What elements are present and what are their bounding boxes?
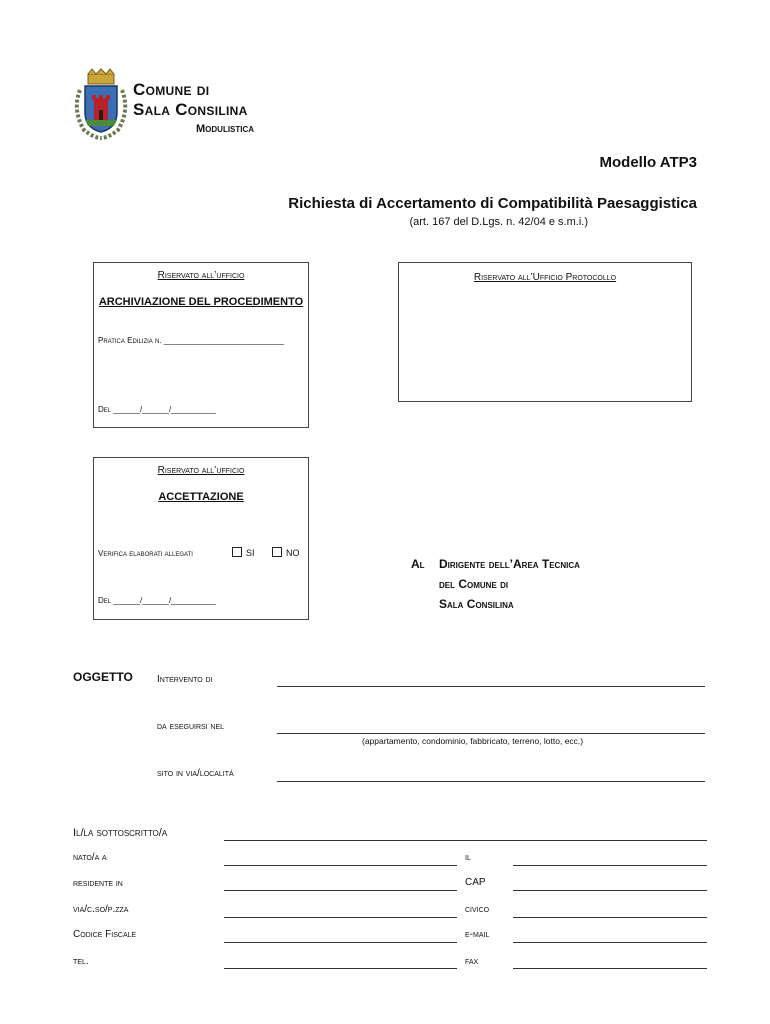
cap-input[interactable]	[513, 890, 707, 891]
box-section-title: ARCHIVIAZIONE DEL PROCEDIMENTO	[98, 296, 304, 308]
box-section-title: ACCETTAZIONE	[158, 491, 244, 503]
box-archiviazione	[93, 262, 309, 428]
residente-label: residente in	[73, 878, 123, 889]
email-input[interactable]	[513, 942, 707, 943]
il-input[interactable]	[513, 865, 707, 866]
sito-label: sito in via/località	[157, 768, 234, 779]
org-section: Modulistica	[196, 123, 255, 135]
intervento-input[interactable]	[277, 686, 705, 687]
civico-input[interactable]	[513, 917, 707, 918]
box-header: Riservato all’ufficio	[157, 270, 245, 281]
sito-input[interactable]	[277, 781, 705, 782]
da-eseguirsi-label: da eseguirsi nel	[157, 721, 225, 732]
cf-input[interactable]	[224, 942, 457, 943]
checkbox-si-label: SI	[246, 548, 255, 558]
checkbox-no-label: NO	[286, 548, 300, 558]
date-field[interactable]: Del ______/______/__________	[98, 596, 216, 605]
oggetto-label: OGGETTO	[73, 670, 133, 684]
recipient-line1: Dirigente dell’Area Tecnica	[439, 557, 580, 571]
via-input[interactable]	[224, 917, 457, 918]
box-header: Riservato all’Ufficio Protocollo	[473, 272, 617, 283]
pratica-field[interactable]: Pratica Edilizia n. ___________________________	[98, 336, 284, 345]
residente-input[interactable]	[224, 890, 457, 891]
email-label: e-mail	[465, 929, 490, 940]
nato-input[interactable]	[224, 865, 457, 866]
tel-label: tel.	[73, 956, 89, 967]
checkbox-si[interactable]	[232, 547, 255, 558]
org-name-line1: Comune di	[133, 80, 210, 99]
recipient-line2: del Comune di	[439, 577, 509, 591]
da-eseguirsi-input[interactable]	[277, 733, 705, 734]
recipient-line3: Sala Consilina	[439, 597, 514, 611]
via-label: via/c.so/p.zza	[73, 904, 129, 915]
da-eseguirsi-hint: (appartamento, condominio, fabbricato, terreno, lotto, ecc.)	[362, 736, 584, 746]
il-label: il	[465, 852, 471, 863]
box-protocollo	[398, 262, 692, 402]
checkbox-no[interactable]	[272, 547, 300, 558]
civico-label: civico	[465, 904, 490, 915]
sottoscritto-label: Il/la sottoscritto/a	[73, 827, 168, 839]
checkbox-icon[interactable]	[232, 547, 242, 557]
cap-label: CAP	[465, 877, 486, 888]
fax-label: fax	[465, 956, 479, 967]
sottoscritto-input[interactable]	[224, 840, 707, 841]
recipient-al: Al	[411, 557, 425, 571]
box-accettazione	[93, 457, 309, 620]
verifica-label: Verifica elaborati allegati	[98, 549, 193, 558]
form-subtitle: (art. 167 del D.Lgs. n. 42/04 e s.m.i.)	[409, 216, 588, 228]
org-name-line2: Sala Consilina	[133, 100, 248, 119]
fax-input[interactable]	[513, 968, 707, 969]
cf-label: Codice Fiscale	[73, 929, 137, 940]
intervento-label: Intervento di	[157, 674, 213, 685]
date-field[interactable]: Del ______/______/__________	[98, 405, 216, 414]
nato-label: nato/a a	[73, 852, 107, 863]
coat-of-arms-icon	[70, 68, 132, 140]
form-model: Modello ATP3	[599, 154, 697, 171]
recipient-address	[411, 554, 580, 614]
box-header: Riservato all’ufficio	[157, 465, 245, 476]
form-title: Richiesta di Accertamento di Compatibilità Paesaggistica	[288, 195, 697, 212]
checkbox-icon[interactable]	[272, 547, 282, 557]
tel-input[interactable]	[224, 968, 457, 969]
